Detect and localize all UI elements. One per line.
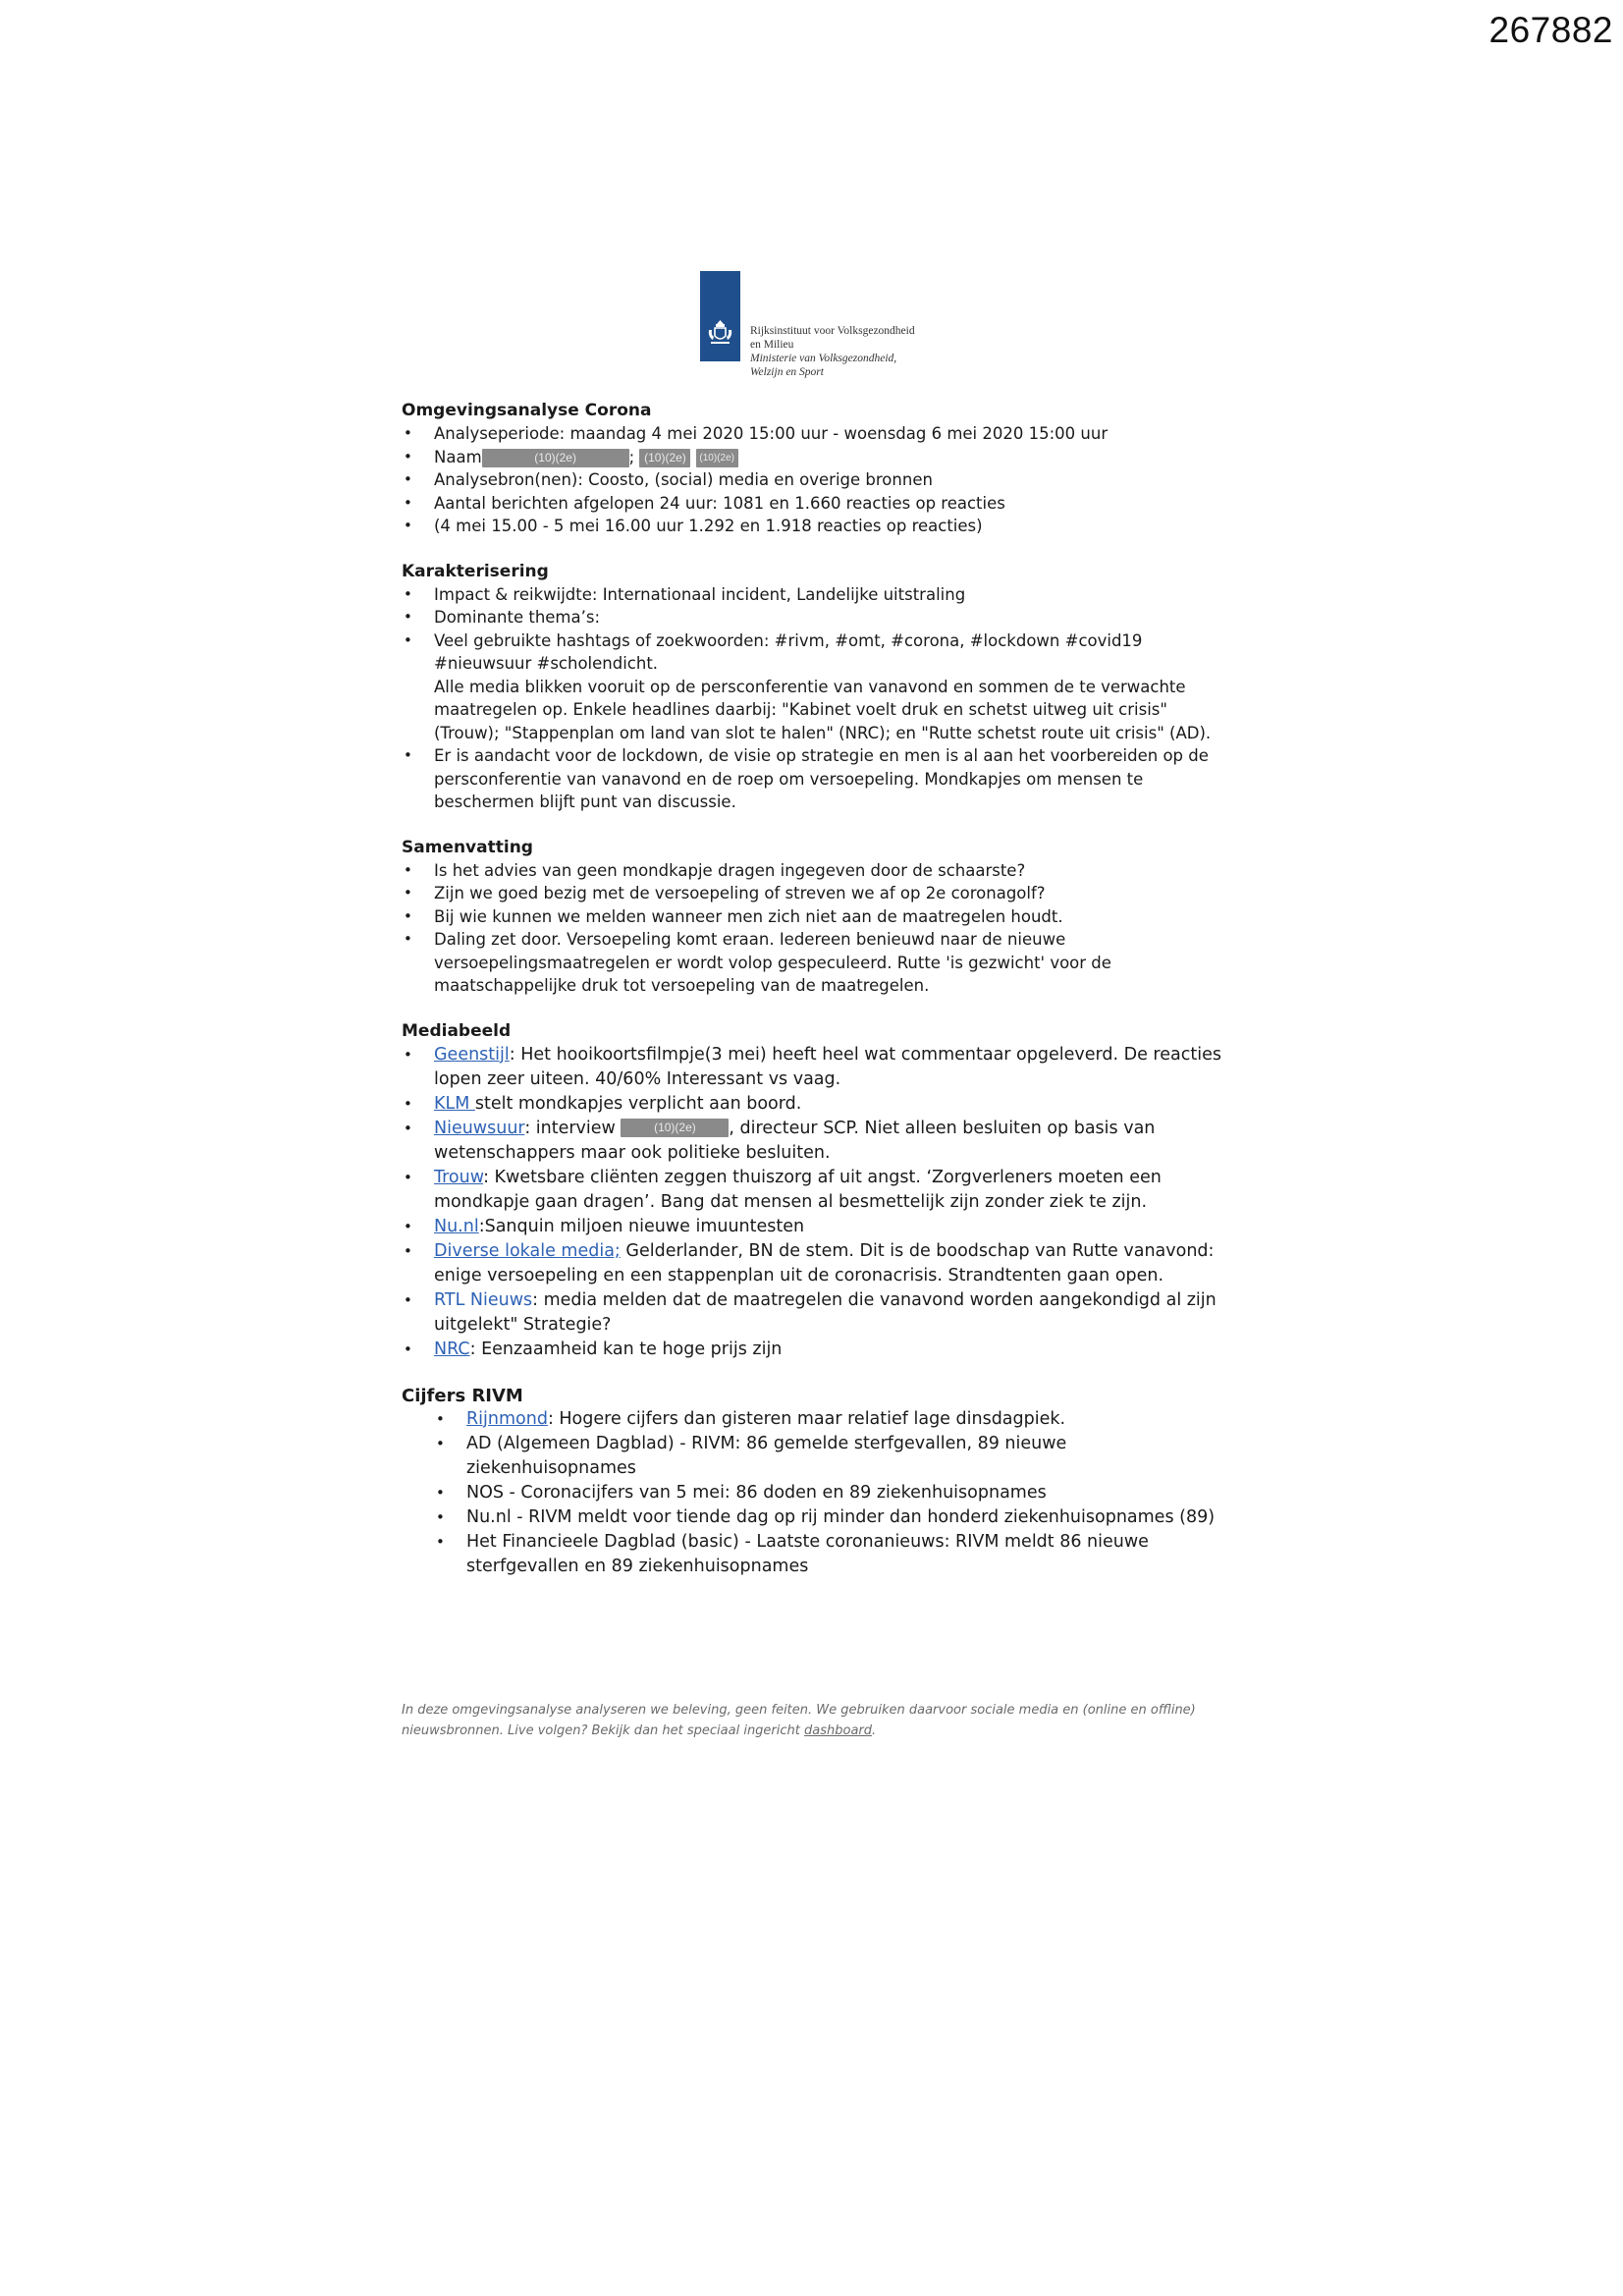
media-item-text: :Sanquin miljoen nieuwe imuuntesten xyxy=(478,1216,805,1236)
redaction-block: (10)(2e) xyxy=(482,449,629,467)
list-item: • Bij wie kunnen we melden wanneer men zich niet aan de maatregelen houdt. xyxy=(402,905,1236,929)
cijfers-item: • Nu.nl - RIVM meldt voor tiende dag op rij minder dan honderd ziekenhuisopnames (89) xyxy=(402,1505,1236,1530)
media-item xyxy=(402,1092,1236,1117)
media-item xyxy=(402,1338,1236,1362)
cijfers-item xyxy=(402,1407,1236,1432)
media-item xyxy=(402,1239,1236,1288)
list-item xyxy=(402,629,1236,745)
media-item-text: , directeur SCP. Niet alleen besluiten op basis van wetenschappers maar ook politieke besluiten. xyxy=(434,1118,1156,1163)
section-title-karakterisering: Karakterisering xyxy=(402,561,549,581)
link-nieuwsuur[interactable]: Nieuwsuur xyxy=(434,1118,525,1138)
media-item-text: : Kwetsbare cliënten zeggen thuiszorg af uit angst. ‘Zorgverleners moeten een mondkapje gaan dragen’. Bang dat mensen al besmettelijk zijn zonder ziek te zijn. xyxy=(434,1167,1162,1212)
list-item: • (4 mei 15.00 - 5 mei 16.00 uur 1.292 en 1.918 reacties op reacties) xyxy=(402,515,1236,538)
cijfers-list xyxy=(402,1407,1236,1579)
list-item-naam xyxy=(402,446,1236,469)
cijfers-item-text: : Hogere cijfers dan gisteren maar relatief lage dinsdagpiek. xyxy=(547,1408,1066,1429)
cijfers-item: • AD (Algemeen Dagblad) - RIVM: 86 gemelde sterfgevallen, 89 nieuwe ziekenhuisopnames xyxy=(402,1432,1236,1481)
link-diverse-lokale-media[interactable]: Diverse lokale media; xyxy=(434,1240,621,1261)
list-item: • Zijn we goed bezig met de versoepeling of streven we af op 2e coronagolf? xyxy=(402,882,1236,905)
media-item-text: Gelderlander, BN de stem. Dit is de boodschap van Rutte vanavond: enige versoepeling en een stappenplan uit de coronacrisis. Strandtenten gaan open. xyxy=(434,1240,1215,1285)
logo-text xyxy=(750,324,915,379)
samenvatting-list xyxy=(402,859,1236,998)
logo-line-3: Ministerie van Volksgezondheid, xyxy=(750,353,897,364)
link-nrc[interactable]: NRC xyxy=(434,1339,470,1359)
section-title-mediabeeld: Mediabeeld xyxy=(402,1020,512,1041)
link-trouw[interactable]: Trouw xyxy=(434,1167,484,1187)
list-item: • Impact & reikwijdte: Internationaal incident, Landelijke uitstraling xyxy=(402,583,1236,607)
link-geenstijl[interactable]: Geenstijl xyxy=(434,1044,510,1065)
karakterisering-list xyxy=(402,583,1236,814)
link-klm[interactable]: KLM xyxy=(434,1093,475,1114)
media-item-text: stelt mondkapjes verplicht aan boord. xyxy=(474,1093,802,1114)
section-title-cijfers-rivm: Cijfers RIVM xyxy=(402,1385,523,1406)
redaction-block: (10)(2e) xyxy=(696,449,738,467)
redaction-block: (10)(2e) xyxy=(639,449,690,467)
list-item: • Analyseperiode: maandag 4 mei 2020 15:00 uur - woensdag 6 mei 2020 15:00 uur xyxy=(402,422,1236,446)
list-item: • Dominante thema’s: xyxy=(402,606,1236,629)
list-item: • Is het advies van geen mondkapje dragen ingegeven door de schaarste? xyxy=(402,859,1236,883)
media-item xyxy=(402,1117,1236,1166)
redaction-block: (10)(2e) xyxy=(621,1119,729,1137)
naam-label: Naam xyxy=(434,447,482,466)
cijfers-item: • Het Financieele Dagblad (basic) - Laatste coronanieuws: RIVM meldt 86 nieuwe sterfgevallen en 89 ziekenhuisopnames xyxy=(402,1530,1236,1579)
document-body xyxy=(402,400,1236,1579)
footer-end: . xyxy=(872,1723,877,1738)
link-nunl[interactable]: Nu.nl xyxy=(434,1216,479,1236)
crest-icon xyxy=(706,318,734,348)
list-item: • Er is aandacht voor de lockdown, de visie op strategie en men is al aan het voorbereiden op de persconferentie van vanavond en de roep om versoepeling. Mondkapjes om mensen te beschermen blijft punt van discussie. xyxy=(402,744,1236,814)
media-item-text: : media melden dat de maatregelen die vanavond worden aangekondigd al zijn uitgelekt" Strategie? xyxy=(434,1289,1217,1335)
media-item xyxy=(402,1215,1236,1239)
media-item xyxy=(402,1288,1236,1338)
dashboard-link[interactable]: dashboard xyxy=(804,1723,873,1738)
media-item-text: : interview xyxy=(524,1118,622,1138)
media-item xyxy=(402,1043,1236,1092)
media-item-text: : Het hooikoortsfilmpje(3 mei) heeft heel wat commentaar opgeleverd. De reacties lopen zeer uiteen. 40/60% Interessant vs vaag. xyxy=(434,1044,1221,1089)
logo-line-4: Welzijn en Sport xyxy=(750,366,824,378)
logo-line-1: Rijksinstituut voor Volksgezondheid xyxy=(750,325,915,337)
media-item-text: : Eenzaamheid kan te hoge prijs zijn xyxy=(469,1339,783,1359)
link-rtl-nieuws[interactable]: RTL Nieuws xyxy=(434,1289,533,1310)
document-number: 267882 xyxy=(1488,10,1613,50)
link-rijnmond[interactable]: Rijnmond xyxy=(466,1408,548,1429)
headlines-paragraph: Alle media blikken vooruit op de persconferentie van vanavond en sommen de te verwachte maatregelen op. Enkele headlines daarbij: "Kabinet voelt druk en schetst uitweg uit crisis" (Trouw); "Stappenplan om land van slot te halen" (NRC); en "Rutte schetst route uit crisis" (AD). xyxy=(434,677,1212,742)
logo-bar xyxy=(700,271,740,361)
analysis-info-list xyxy=(402,422,1236,538)
footer-text: In deze omgevingsanalyse analyseren we beleving, geen feiten. We gebruiken daarvoor sociale media en (online en offline) nieuwsbronnen. Live volgen? Bekijk dan het speciaal ingericht xyxy=(402,1703,1196,1738)
mediabeeld-list xyxy=(402,1043,1236,1362)
cijfers-item: • NOS - Coronacijfers van 5 mei: 86 doden en 89 ziekenhuisopnames xyxy=(402,1481,1236,1505)
hashtags-text: • Veel gebruikte hashtags of zoekwoorden: #rivm, #omt, #corona, #lockdown #covid19 #nieuwsuur #scholendicht. xyxy=(434,630,1143,673)
separator: ; xyxy=(628,447,635,466)
section-title-samenvatting: Samenvatting xyxy=(402,837,533,857)
list-item: • Analysebron(nen): Coosto, (social) media en overige bronnen xyxy=(402,468,1236,492)
list-item: • Daling zet door. Versoepeling komt eraan. Iedereen benieuwd naar de nieuwe versoepelingsmaatregelen er wordt volop gespeculeerd. Rutte 'is gezwicht' voor de maatschappelijke druk tot versoepeling van de maatregelen. xyxy=(402,928,1236,998)
media-item xyxy=(402,1166,1236,1215)
rivm-logo xyxy=(700,271,915,379)
list-item: • Aantal berichten afgelopen 24 uur: 1081 en 1.660 reacties op reacties xyxy=(402,492,1236,516)
footer-note xyxy=(402,1700,1236,1741)
section-title-omgevingsanalyse: Omgevingsanalyse Corona xyxy=(402,401,652,420)
logo-line-2: en Milieu xyxy=(750,339,794,351)
